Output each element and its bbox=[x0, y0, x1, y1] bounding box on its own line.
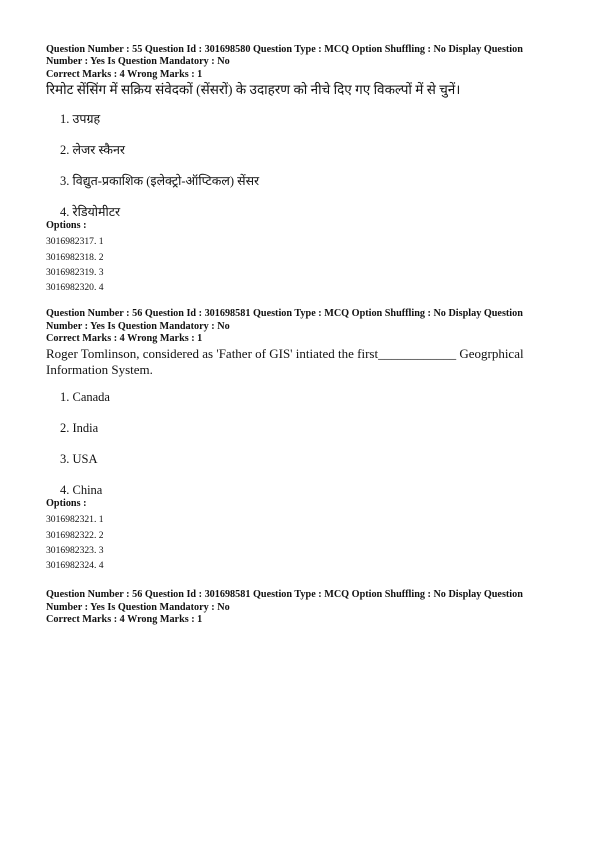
option-list bbox=[46, 112, 546, 220]
option-item: 3. USA bbox=[60, 452, 98, 467]
option-item: 4. रेडियोमीटर bbox=[60, 205, 121, 220]
question-meta-line: Number : Yes Is Question Mandatory : No bbox=[46, 601, 230, 613]
option-id-list bbox=[46, 236, 546, 293]
question-marks: Correct Marks : 4 Wrong Marks : 1 bbox=[46, 68, 203, 80]
question-text: Roger Tomlinson, considered as 'Father of GIS' intiated the first____________ Geogrphical bbox=[46, 346, 524, 362]
option-id: 3016982320. 4 bbox=[46, 282, 104, 294]
question-meta-line: Question Number : 56 Question Id : 301698581 Question Type : MCQ Option Shuffling : No Display Question bbox=[46, 589, 523, 601]
options-label: Options : bbox=[46, 498, 87, 510]
option-id: 3016982319. 3 bbox=[46, 266, 104, 278]
question-marks: Correct Marks : 4 Wrong Marks : 1 bbox=[46, 614, 203, 626]
option-item: 3. विद्युत-प्रकाशिक (इलेक्ट्रो-ऑप्टिकल) सेंसर bbox=[60, 174, 260, 189]
option-id-list bbox=[46, 514, 546, 571]
question-meta-line: Question Number : 56 Question Id : 301698581 Question Type : MCQ Option Shuffling : No Display Question bbox=[46, 308, 523, 320]
option-item: 2. लेजर स्कैनर bbox=[60, 143, 126, 158]
question-meta-line: Number : Yes Is Question Mandatory : No bbox=[46, 56, 230, 68]
question-block-56-continued bbox=[46, 589, 546, 626]
question-marks: Correct Marks : 4 Wrong Marks : 1 bbox=[46, 332, 203, 344]
option-id: 3016982318. 2 bbox=[46, 251, 104, 263]
option-item: 1. Canada bbox=[60, 390, 110, 405]
option-id: 3016982324. 4 bbox=[46, 560, 104, 572]
question-meta-line: Number : Yes Is Question Mandatory : No bbox=[46, 320, 230, 332]
document-page bbox=[46, 44, 546, 626]
option-id: 3016982323. 3 bbox=[46, 544, 104, 556]
option-id: 3016982322. 2 bbox=[46, 529, 104, 541]
question-meta-line: Question Number : 55 Question Id : 301698580 Question Type : MCQ Option Shuffling : No Display Question bbox=[46, 44, 523, 55]
option-id: 3016982321. 1 bbox=[46, 514, 104, 526]
option-list bbox=[46, 390, 546, 498]
question-block-56 bbox=[46, 308, 546, 571]
question-block-55 bbox=[46, 44, 546, 293]
options-label: Options : bbox=[46, 220, 87, 232]
question-text: रिमोट सेंसिंग में सक्रिय संवेदकों (सेंसरों) के उदाहरण को नीचे दिए गए विकल्पों में से चुनें। bbox=[46, 82, 461, 98]
option-item: 4. China bbox=[60, 483, 103, 498]
question-text: Information System. bbox=[46, 362, 153, 378]
option-item: 2. India bbox=[60, 421, 99, 436]
option-item: 1. उपग्रह bbox=[60, 112, 101, 127]
option-id: 3016982317. 1 bbox=[46, 236, 104, 248]
